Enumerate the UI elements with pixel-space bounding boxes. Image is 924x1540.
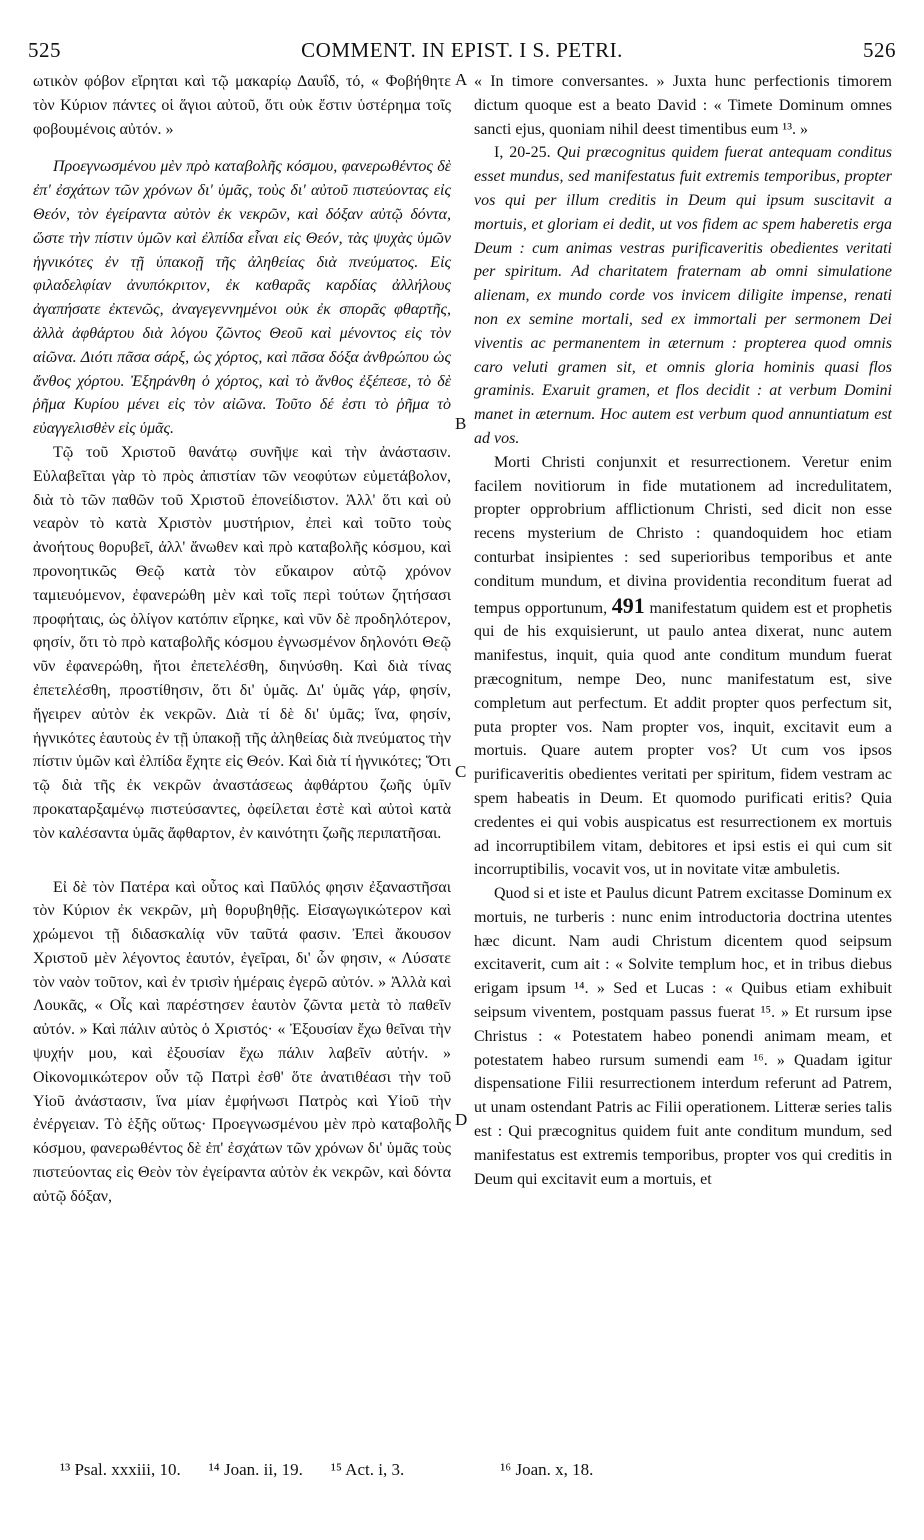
greek-column (33, 70, 451, 1209)
page-number-left: 525 (28, 38, 61, 62)
latin-commentary-text-b: manifestatum quidem est et prophetis qui de his exquisierunt, ut paulo antea dixerat, nunc autem manifestus, inquit, quia quod ante conditum mundum fuerat præcognitum, nempe Deo, nunc manifestatum est, sive completum aut perfectum. Et addit propter quos perfectum sit, puta propter vos. Nam propter vos, inquit, excitavit eum a mortuis. Quare autem propter vos? Ut cum vos ipsos purificaveritis obedientes veritati per spiritum, fidem vestram ac spem habeatis in Deum. Et quomodo purificati eritis? Quia credentes ei qui vobis auspicatus est resurrectionem ex mortuis ad incorruptibilem vitam, debitores et ipsi estis ei qui cum sit incorruptibilis, vocavit vos, ut in novitate vitæ ambuletis. (474, 599, 893, 879)
column-number: 491 (611, 592, 645, 618)
margin-letter-b: B (455, 414, 467, 433)
latin-scripture-text: Qui præcognitus quidem fuerat antequam conditus esset mundus, sed manifestatus fuit extremis temporibus, propter vos qui per illum creditis in Deum qui ipsum suscitavit a mortuis, et gloriam ei dedit, ut vos fidem ac spem haberetis erga Deum : cum animas vestras purificaveritis obedientes veritati per spiritum. Ad charitatem fraternam ab omni simulatione alienam, ex mundo corde vos invicem diligite impense, renati non ex semine mortali, sed ex immortali per sermonem Dei viventis ac permanentem in æternum : propterea quod omnis caro veluti gramen sit, et omnis gloria hominis quasi flos graminis. Exaruit gramen, et flos decidit : at verbum Domini manet in æternum. Hoc autem est verbum quod annuntiatum est ad vos. (474, 144, 893, 447)
latin-commentary-paragraph-1 (474, 451, 892, 882)
greek-paragraph-1: ωτικὸν φόβον εἴρηται καὶ τῷ μακαρίῳ Δαυΐδ, τό, « Φοβήθητε τὸν Κύριον πάντες οἱ ἅγιοι αὐτοῦ, ὅτι οὐκ ἔστιν ὑστέρημα τοῖς φοβουμένοις αὐτόν. » (33, 73, 451, 138)
latin-paragraph-1: « In timore conversantes. » Juxta hunc perfectionis timorem dictum quoque est a beato David : « Timete Dominum omnes sancti ejus, quoniam nihil deest timentibus eum ¹³. » (474, 73, 892, 138)
page-number-right: 526 (863, 38, 896, 62)
footnote-16: ¹⁶ Joan. x, 18. (500, 1460, 594, 1479)
running-title: COMMENT. IN EPIST. I S. PETRI. (301, 38, 623, 62)
latin-commentary-paragraph-2: Quod si et iste et Paulus dicunt Patrem excitasse Dominum ex mortuis, ne turberis : nunc enim introductoria doctrina utentes hæc dicunt. Nam audi Christum dicentem quod seipsum excitaverit, cum ait : « Solvite templum hoc, et in tribus diebus erigam ipsum ¹⁴. » Sed et Lucas : « Quibus etiam exhibuit seipsum viventem, postquam passus fuerat ¹⁵. » Et rursum ipse Christus : « Potestatem habeo ponendi animam meam, et potestatem habeo rursum sumendi eam ¹⁶. » Quadam igitur dispensatione Filii resurrectionem interdum referunt ad Patrem, ut unam ostendant Patris ac Filii operationem. Litteræ series talis est : Qui præcognitus quidem fuit ante conditum mundum, sed manifestatus est extremis temporibus, propter vos qui creditis in Deum qui excitavit eum a mortuis, et (474, 885, 892, 1188)
verse-reference: I, 20-25. (494, 144, 551, 162)
footnote-13: ¹³ Psal. xxxiii, 10. (60, 1460, 181, 1479)
margin-letter-c: C (455, 762, 467, 781)
footnote-15: ¹⁵ Act. i, 3. (330, 1460, 405, 1479)
greek-scripture-paragraph: Προεγνωσμένου μὲν πρὸ καταβολῆς κόσμου, φανερωθέντος δὲ ἐπ' ἐσχάτων τῶν χρόνων δι' ὑμᾶς, τοὺς δι' αὐτοῦ πιστεύοντας εἰς Θεόν, τὸν ἐγείραντα αὐτὸν ἐκ νεκρῶν, καὶ δόξαν αὐτῷ δόντα, ὥστε τὴν πίστιν ὑμῶν καὶ ἐλπίδα εἶναι εἰς Θεόν, τὰς ψυχὰς ὑμῶν ἡγνικότες ἐν τῇ ὑπακοῇ τῆς ἀληθείας διὰ πνεύματος. Εἰς φιλαδελφίαν ἀνυπόκριτον, ἐκ καθαρᾶς καρδίας ἀλλήλους ἀγαπήσατε ἐκτενῶς, ἀναγεγεννημένοι οὐκ ἐκ σπορᾶς φθαρτῆς, ἀλλὰ ἀφθάρτου διὰ λόγου ζῶντος Θεοῦ καὶ μένοντος εἰς τὸν αἰῶνα. Διότι πᾶσα σάρξ, ὡς χόρτος, καὶ πᾶσα δόξα ἀνθρώπου ὡς ἄνθος χόρτου. Ἐξηράνθη ὁ χόρτος, καὶ τὸ ἄνθος ἐξέπεσε, τὸ δὲ ῥῆμα Κυρίου μένει εἰς τὸν αἰῶνα. Τοῦτο δέ ἐστι τὸ ῥῆμα τὸ εὐαγγελισθὲν εἰς ὑμᾶς. (33, 158, 451, 438)
greek-commentary-paragraph-2: Εἰ δὲ τὸν Πατέρα καὶ οὗτος καὶ Παῦλός φησιν ἐξαναστῆσαι τὸν Κύριον ἐκ νεκρῶν, μὴ θορυβηθῇς. Εἰσαγωγικώτερον καὶ χρώμενοι τῇ διδασκαλίᾳ νῦν ταῦτά φασιν. Ἐπεὶ ἄκουσον Χριστοῦ μὲν λέγοντος ἑαυτόν, ἐγεῖραι, δι' ὧν φησιν, « Λύσατε τὸν ναὸν τοῦτον, καὶ ἐν τρισὶν ἡμέραις ἐγερῶ αὐτόν. » Ἀλλὰ καὶ Λουκᾶς, « Οἷς καὶ παρέστησεν ἑαυτὸν ζῶντα μετὰ τὸ παθεῖν αὐτόν. » Καὶ πάλιν αὐτὸς ὁ Χριστός· « Ἐξουσίαν ἔχω θεῖναι τὴν ψυχήν μου, καὶ ἐξουσίαν ἔχω πάλιν λαβεῖν αὐτήν. » Οἰκονομικώτερον οὖν τῷ Πατρὶ ἐσθ' ὅτε ἀνατιθέασι τὴν τοῦ Υἱοῦ ἀνάστασιν, ἵνα μίαν ἐμφήνωσι Πατρὸς καὶ Υἱοῦ τὴν ἐνέργειαν. Τὸ ἑξῆς οὕτως· Προεγνωσμένου μὲν πρὸ καταβολῆς κόσμου, φανερωθέντος δὲ ἐπ' ἐσχάτων τῶν χρόνων δι' ὑμᾶς τοὺς πιστεύοντας εἰς Θεὸν τὸν ἐγείραντα αὐτὸν ἐκ νεκρῶν, καὶ δόντα αὐτῷ δόξαν, (33, 878, 451, 1205)
footnotes (60, 1460, 896, 1480)
footnote-14: ¹⁴ Joan. ii, 19. (208, 1460, 303, 1479)
latin-column (474, 70, 892, 1191)
running-header (28, 38, 896, 66)
latin-scripture-paragraph (474, 141, 892, 450)
latin-commentary-text-a: Morti Christi conjunxit et resurrectionem. Veretur enim facilem novitiorum in fide mutationem ad incredulitatem, propter opprobrium afflictionum Christi, sed dicit non esse recens mysterium de Christo : quandoquidem hoc etiam conturbat insipientes : sed superioribus temporibus et ante conditum mundum, et divina providentia reconditum fuerat ad tempus opportunum, (474, 453, 892, 617)
greek-commentary-paragraph-1: Τῷ τοῦ Χριστοῦ θανάτῳ συνῆψε καὶ τὴν ἀνάστασιν. Εὐλαβεῖται γὰρ τὸ πρὸς ἀπιστίαν τῶν νεοφύτων εὐμετάβολον, διὰ τὸ τῶν παθῶν τοῦ Χριστοῦ ἐπονείδιστον. Ἀλλ' ὅτι καὶ οὐ νεαρὸν τὸ κατὰ Χριστὸν μυστήριον, ἐπεὶ καὶ τοῦτο τοὺς ἀνοήτους θορυβεῖ, ἀλλ' ἄνωθεν καὶ πρὸ καταβολῆς κόσμου, καὶ προνοητικῶς Θεῷ κατὰ τὸν εὔκαιρον αὐτῷ χρόνον ταμιευόμενον, ἐφανερώθη μὲν καὶ τοῖς περὶ τούτων ζητήσασι προφήταις, ὡς ὀλίγον κατόπιν εἴρηκε, καὶ νῦν δὲ προδηλότερον, φησίν, ὅτι τὸ πρὸ καταβολῆς κόσμου ἐγνωσμένον δηλονότι Θεῷ νῦν ἐφανερώθη, ἤτοι ἐπετελέσθη, διηνύσθη. Καὶ διὰ τίνας ἐπετελέσθη, προστίθησιν, ὅτι δι' ὑμᾶς. Δι' ὑμᾶς γάρ, φησίν, ἤγειρεν αὐτὸν ἐκ νεκρῶν. Διὰ τί δὲ δι' ὑμᾶς; ἵνα, φησίν, ἡγνικότες ἑαυτοὺς ἐν τῇ ὑπακοῇ τῆς ἀληθείας διὰ πνεύματος τὴν πίστιν ὑμῶν καὶ ἐλπίδα ἔχητε εἰς Θεόν. Καὶ διὰ τί ἡγνικότες; Ὅτι τῷ διὰ τῆς ἐκ νεκρῶν ἀναστάσεως ἀφθάρτου ζωῆς ὑμῖν προκαταρξαμένῳ πιστεύσαντες, ὀφείλεται ἐστὲ καὶ αὐτοὶ κατὰ τὸν καλέσαντα ὑμᾶς ἄφθαρτον, ἐν καινότητι ζωῆς περιπατῆσαι. (33, 443, 451, 842)
margin-letter-d: D (455, 1110, 468, 1129)
margin-letter-a: A (455, 70, 468, 89)
